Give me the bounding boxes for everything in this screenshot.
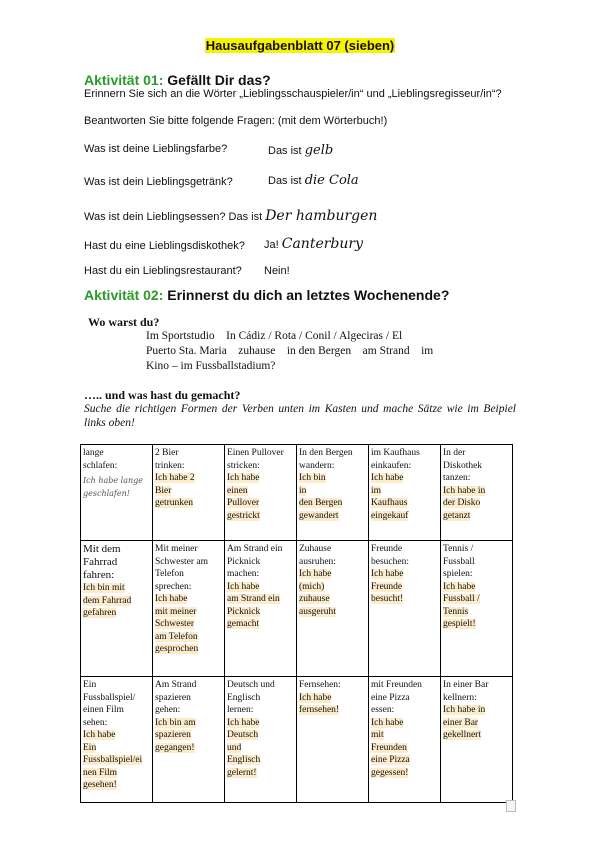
cell-answer: Ich habe (mich) zuhause ausgeruht — [299, 569, 336, 617]
grid-cell: mit Freunden eine Pizza essen: Ich habe mit Freunden eine Pizza gegessen! — [369, 677, 441, 803]
cell-answer: Ich habe Ein Fussballspiel/ei nen Film gesehen! — [83, 730, 143, 790]
grid-cell: Am Strand spazieren gehen: Ich bin am spazieren gegangen! — [153, 677, 225, 803]
cell-answer: Ich habe 2 Bier getrunken — [155, 473, 195, 508]
question-favorite-color: Was ist deine Lieblingsfarbe? — [84, 143, 228, 155]
grid-cell: Ein Fussballspiel/ einen Film sehen: Ich habe Ein Fussballspiel/ei nen Film gesehen! — [81, 677, 153, 803]
cell-answer: Ich habe Fussball / Tennis gespielt! — [443, 581, 480, 629]
answer-favorite-drink: Das ist die Cola — [268, 173, 359, 188]
grid-cell: Zuhause ausruhen: Ich habe (mich) zuhause ausgeruht — [297, 541, 369, 677]
cell-answer: Ich habe im Kaufhaus eingekauf — [371, 473, 409, 521]
grid-cell: Freunde besuchen: Ich habe Freunde besucht! — [369, 541, 441, 677]
cell-answer: Ich bin mit dem Fahrrad gefahren — [83, 583, 132, 618]
page-icon — [506, 800, 516, 812]
cell-answer: Ich habe am Strand ein Picknick gemacht — [227, 581, 280, 629]
answer-favorite-color: Das ist gelb — [268, 143, 334, 158]
verb-grid — [80, 444, 513, 803]
cell-answer: Ich habe einen Pullover gestrickt — [227, 473, 260, 521]
cell-answer: Ich bin am spazieren gegangen! — [155, 717, 196, 753]
answer-favorite-disco: Ja! Canterbury — [264, 236, 364, 252]
grid-cell: In den Bergen wandern: Ich bin in den Bergen gewandert — [297, 445, 369, 541]
grid-cell: Am Strand ein Picknick machen: Ich habe am Strand ein Picknick gemacht — [225, 541, 297, 677]
grid-cell: lange schlafen: Ich habe lange geschlafen! — [81, 445, 153, 541]
what-question: ….. und was hast du gemacht? — [84, 388, 241, 402]
grid-row — [81, 445, 513, 541]
question-favorite-drink: Was ist dein Lieblingsgetränk? — [84, 176, 233, 188]
grid-cell: Mit meiner Schwester am Telefon sprechen: Ich habe mit meiner Schwester am Telefon gesprochen — [153, 541, 225, 677]
task-instruction: Suche die richtigen Formen der Verben unten im Kasten und mache Sätze wie im Beipiel links oben! — [84, 403, 516, 429]
cell-answer: Ich habe mit Freunden eine Pizza gegessen! — [371, 717, 410, 778]
grid-cell: Fernsehen: Ich habe fernsehen! — [297, 677, 369, 803]
handwritten-example: Ich habe lange geschlafen! — [83, 476, 143, 498]
cell-answer: Ich habe Freunde besucht! — [371, 569, 404, 604]
cell-answer: Ich habe fernsehen! — [299, 692, 340, 715]
grid-cell: im Kaufhaus einkaufen: Ich habe im Kaufhaus eingekauf — [369, 445, 441, 541]
activity-01-instruction: Beantworten Sie bitte folgende Fragen: (mit dem Wörterbuch!) — [84, 115, 388, 127]
grid-row — [81, 677, 513, 803]
grid-cell: 2 Bier trinken: Ich habe 2 Bier getrunken — [153, 445, 225, 541]
page-title: Hausaufgabenblatt 07 (sieben) — [205, 38, 395, 53]
cell-answer: Ich habe in einer Bar gekellnert — [443, 705, 486, 740]
grid-cell: Deutsch und Englisch lernen: Ich habe Deutsch und Englisch gelernt! — [225, 677, 297, 803]
grid-cell: Einen Pullover stricken: Ich habe einen Pullover gestrickt — [225, 445, 297, 541]
grid-cell: In der Diskothek tanzen: Ich habe in der Disko getanzt — [441, 445, 513, 541]
where-options: Im Sportstudio In Cádiz / Rota / Conil / Algeciras / El Puerto Sta. Maria zuhause in den Bergen am Strand im Kino – im Fussballstadium? — [146, 330, 434, 372]
cell-answer: Ich habe in der Disko getanzt — [443, 485, 486, 521]
cell-answer: Ich habe Deutsch und Englisch gelernt! — [227, 717, 261, 778]
activity-01-intro: Erinnern Sie sich an die Wörter „Lieblingsschauspieler/in“ und „Lieblingsregisseur/in“? — [84, 88, 502, 100]
grid-cell: Mit dem Fahrrad fahren: Ich bin mit dem Fahrrad gefahren — [81, 541, 153, 677]
activity-01-heading: Aktivität 01: Gefällt Dir das? — [84, 72, 271, 88]
grid-row — [81, 541, 513, 677]
question-favorite-food: Was ist dein Lieblingsessen? Das ist Der hamburgen — [84, 208, 378, 224]
question-favorite-restaurant: Hast du ein Lieblingsrestaurant? — [84, 265, 242, 277]
grid-cell: Tennis / Fussball spielen: Ich habe Fussball / Tennis gespielt! — [441, 541, 513, 677]
cell-answer: Ich bin in den Bergen gewandert — [299, 473, 343, 521]
cell-answer: Ich habe mit meiner Schwester am Telefon gesprochen — [155, 594, 199, 654]
question-favorite-disco: Hast du eine Lieblingsdiskothek? — [84, 240, 245, 252]
grid-cell: In einer Bar kellnern: Ich habe in einer Bar gekellnert — [441, 677, 513, 803]
where-question: Wo warst du? — [88, 315, 160, 329]
answer-favorite-restaurant: Nein! — [264, 265, 290, 277]
activity-02-heading: Aktivität 02: Erinnerst du dich an letztes Wochenende? — [84, 287, 450, 303]
